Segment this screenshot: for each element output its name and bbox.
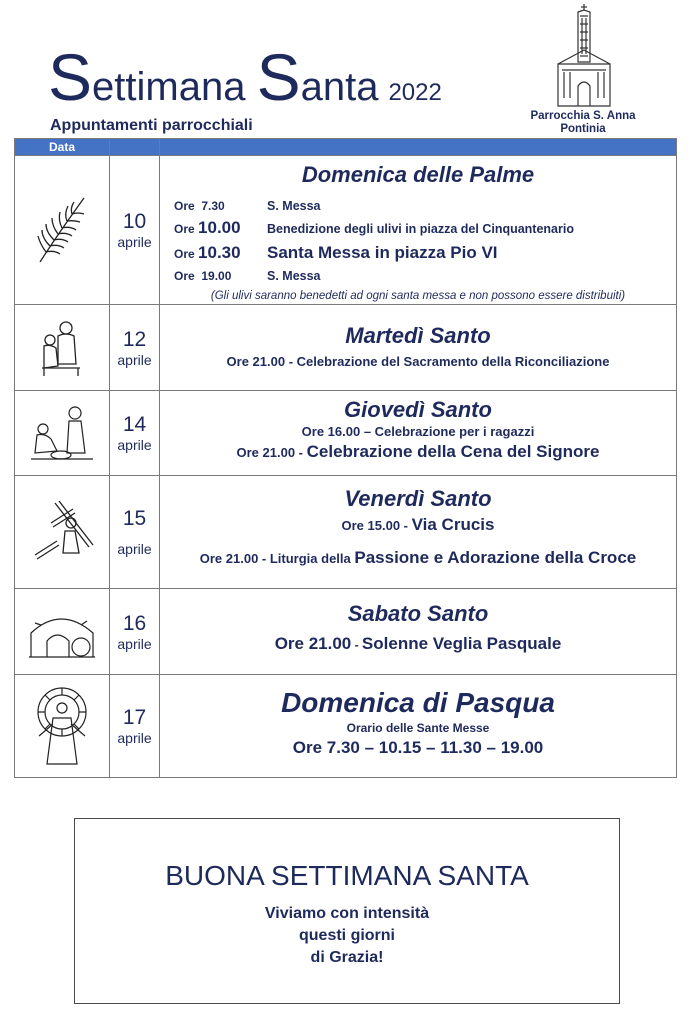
event-name: Passione e Adorazione della Croce <box>354 548 637 567</box>
foot-washing-icon <box>15 391 110 476</box>
title-word-santa: anta <box>300 65 379 109</box>
day-title: Sabato Santo <box>347 601 489 626</box>
page-title <box>48 40 442 114</box>
table-row <box>15 675 677 778</box>
event-cell <box>160 675 677 778</box>
ore-label: Ore <box>174 222 195 236</box>
program-note: (Gli ulivi saranno benedetti ad ogni santa messa e non possono essere distribuiti) <box>210 290 626 302</box>
date-month: aprile <box>117 730 152 746</box>
greeting-line-2: questi giorni <box>299 927 395 944</box>
program-time: 10.00 <box>198 218 241 237</box>
day-title: Martedì Santo <box>345 323 491 348</box>
kneeling-figures-icon <box>15 305 110 391</box>
greeting-line-1: Viviamo con intensità <box>264 905 430 922</box>
table-row <box>15 589 677 675</box>
greeting-message <box>75 903 619 969</box>
palm-branch-icon <box>15 156 110 305</box>
event-cell <box>160 305 677 391</box>
ore-label: Ore <box>174 199 195 213</box>
date-month: aprile <box>117 437 152 453</box>
program-line <box>160 266 676 286</box>
day-title: Giovedì Santo <box>344 397 492 422</box>
program-time: 10.30 <box>198 243 241 262</box>
title-initial-s2: S <box>256 40 301 114</box>
table-row <box>15 476 677 589</box>
event-line: Orario delle Sante Messe <box>346 721 490 735</box>
date-cell <box>110 391 160 476</box>
event-time: Ore 21.00 <box>274 634 352 653</box>
date-cell <box>110 589 160 675</box>
event-time: Ore 15.00 - <box>341 518 412 533</box>
date-cell <box>110 305 160 391</box>
event-cell <box>160 589 677 675</box>
parish-name <box>518 110 648 136</box>
date-day: 15 <box>122 507 147 530</box>
program-line <box>160 241 676 266</box>
date-cell <box>110 476 160 589</box>
event-time: Ore 21.00 - <box>236 445 307 460</box>
date-month: aprile <box>117 635 152 652</box>
program-event: Benedizione degli ulivi in piazza del Cinquantenario <box>267 222 574 236</box>
date-day: 14 <box>122 413 147 436</box>
event-cell <box>160 476 677 589</box>
date-month: aprile <box>117 541 152 557</box>
day-title: Domenica di Pasqua <box>281 687 555 718</box>
event-line: Ore 21.00 - Celebrazione del Sacramento della Riconciliazione <box>226 354 610 369</box>
title-word-settimana: ettimana <box>92 65 257 109</box>
column-header-blank-2 <box>160 139 677 156</box>
ore-label: Ore <box>174 269 195 283</box>
date-day: 17 <box>122 706 147 729</box>
event-name: Solenne Veglia Pasquale <box>361 634 562 653</box>
page-subtitle: Appuntamenti parrocchiali <box>50 117 253 134</box>
cross-bearer-icon <box>15 476 110 589</box>
program-time: 19.00 <box>201 269 232 283</box>
program-event: Santa Messa in piazza Pio VI <box>267 243 498 262</box>
program-event: S. Messa <box>267 269 321 283</box>
day-title: Venerdì Santo <box>344 486 492 511</box>
table-row <box>15 305 677 391</box>
mass-times: Ore 7.30 – 10.15 – 11.30 – 19.00 <box>292 738 544 757</box>
title-year: 2022 <box>388 79 442 106</box>
church-tower-icon <box>548 2 620 108</box>
program-event: S. Messa <box>267 199 321 213</box>
program-line <box>160 196 676 216</box>
date-month: aprile <box>117 351 152 368</box>
greeting-box <box>74 818 620 1004</box>
table-row <box>15 156 677 305</box>
day-title: Domenica delle Palme <box>301 162 535 187</box>
event-line: Ore 16.00 – Celebrazione per i ragazzi <box>301 424 535 439</box>
date-cell <box>110 675 160 778</box>
title-initial-s: S <box>48 40 93 114</box>
parish-line-1: Parrocchia S. Anna <box>530 110 636 122</box>
parish-line-2: Pontinia <box>560 123 606 135</box>
program-line <box>160 216 676 241</box>
event-cell <box>160 156 677 305</box>
date-day: 10 <box>122 210 147 233</box>
greeting-title: BUONA SETTIMANA SANTA <box>165 860 529 891</box>
ore-label: Ore <box>174 247 195 261</box>
event-name: Celebrazione della Cena del Signore <box>306 442 600 461</box>
column-header-data: Data <box>15 139 110 156</box>
date-day: 12 <box>122 327 147 351</box>
event-name: Via Crucis <box>411 515 495 534</box>
event-cell <box>160 391 677 476</box>
date-month: aprile <box>117 234 152 250</box>
empty-tomb-icon <box>15 589 110 675</box>
table-header-row <box>15 139 677 156</box>
table-row <box>15 391 677 476</box>
date-cell <box>110 156 160 305</box>
schedule-table <box>14 138 677 778</box>
event-separator: - <box>351 638 362 652</box>
column-header-blank <box>110 139 160 156</box>
risen-christ-icon <box>15 675 110 778</box>
greeting-line-3: di Grazia! <box>310 949 384 966</box>
event-time: Ore 21.00 - Liturgia della <box>199 551 355 566</box>
date-day: 16 <box>122 611 147 635</box>
program-time: 7.30 <box>201 199 225 213</box>
